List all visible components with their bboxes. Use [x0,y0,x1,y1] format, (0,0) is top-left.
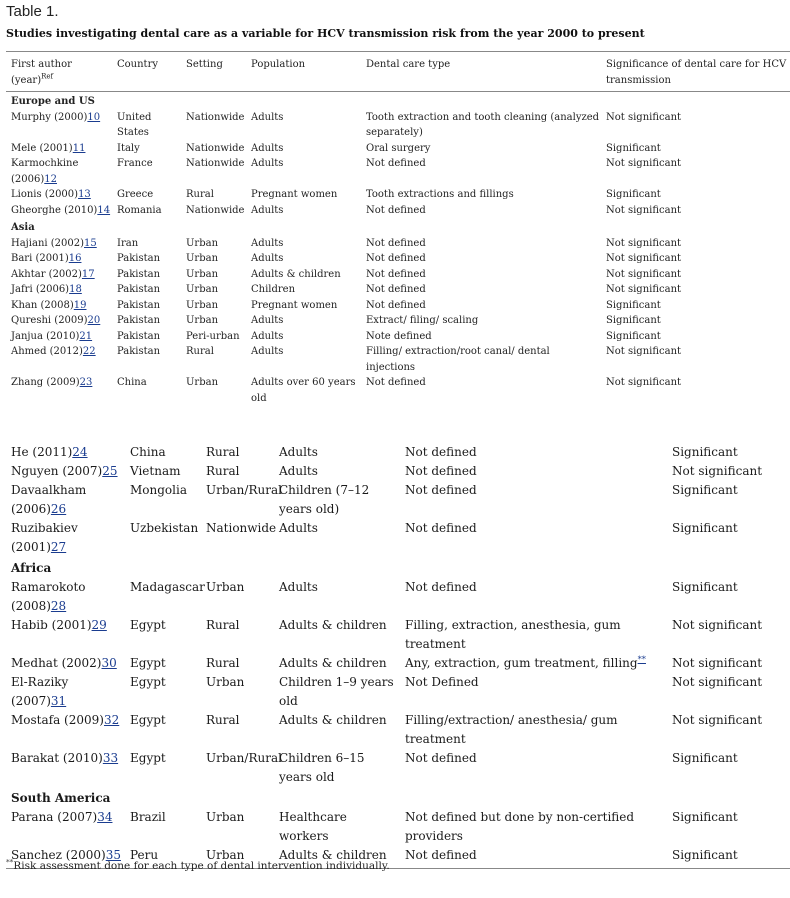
dental-care-text: Filling/extraction/ anesthesia/ gum treatment [405,713,618,746]
significance-cell: Not significant [606,284,682,295]
dental-care-text: Tooth extractions and fillings [366,189,514,200]
country-cell: China [130,445,166,459]
section-row [6,787,790,808]
setting-cell: Rural [206,445,240,459]
population-cell: Healthcare workers [279,810,347,843]
table-row [6,481,790,519]
author-name: Murphy (2000) [11,111,88,123]
author-name: Nguyen (2007) [11,464,103,478]
dental-care-text: Not defined [366,237,426,249]
reference-link[interactable]: 29 [91,618,107,632]
table-row [6,236,790,252]
setting-cell: Nationwide [186,204,245,216]
country-cell: Egypt [130,751,166,765]
reference-link[interactable]: 17 [81,268,95,280]
setting-cell: Urban [186,299,219,311]
dental-care-text: Not defined but done by non-certified providers [405,810,635,843]
table-row [6,375,790,406]
dental-care-cell [400,846,667,869]
reference-link[interactable]: 12 [44,173,57,185]
table-row [6,251,790,267]
reference-link[interactable]: 35 [105,848,121,862]
author-cell [6,578,125,616]
section-row [6,557,790,578]
author-name: Khan (2008) [11,299,74,311]
setting-cell: Rural [186,346,214,357]
table-row [6,141,790,157]
dental-care-cell [400,578,667,616]
dental-care-text: Not defined [405,751,477,765]
section-title: Europe and US [11,96,95,107]
dental-care-text: Tooth extraction and tooth cleaning (analyzed separately) [366,111,600,138]
table-row [6,443,790,462]
author-name: Hajiani (2002) [11,237,85,249]
footnote-link[interactable]: ** [637,654,646,664]
dental-care-text: Filling, extraction, anesthesia, gum treatment [405,618,621,651]
table-row [6,203,790,219]
table-row [6,156,790,187]
country-cell: Pakistan [117,346,161,357]
significance-cell: Significant [672,580,738,594]
setting-cell: Urban [186,284,219,295]
setting-cell: Nationwide [186,111,245,123]
author-name: Ramarokoto (2008) [11,580,86,613]
country-cell: Romania [117,204,162,216]
significance-cell: Significant [606,142,661,154]
country-cell: China [117,377,147,388]
section-row [6,218,790,236]
author-name: Gheorghe (2010) [11,204,98,216]
reference-link[interactable]: 16 [68,253,82,264]
population-cell: Adults [279,580,318,594]
author-name: He (2011) [11,445,73,459]
setting-cell: Rural [206,713,240,727]
author-name: Lionis (2000) [11,189,79,200]
dental-care-cell [361,156,601,187]
table-row [6,313,790,329]
reference-link[interactable]: 10 [87,111,101,123]
reference-link[interactable]: 31 [50,694,67,708]
dental-care-cell [361,236,601,252]
dental-care-cell [400,749,667,787]
author-cell [6,808,125,846]
reference-link[interactable]: 33 [102,751,119,765]
dental-care-cell [400,443,667,462]
dental-care-text: Not defined [366,268,426,280]
author-name: Jafri (2006) [11,284,70,295]
significance-cell: Not significant [606,158,682,169]
author-cell [6,375,112,406]
dental-care-text: Extract/ filing/ scaling [366,315,479,326]
significance-cell: Not significant [672,675,763,689]
population-cell: Adults [251,237,284,249]
section-title: Asia [11,222,35,233]
author-name: Sanchez (2000) [11,848,106,862]
table-row [6,616,790,654]
dental-care-cell [361,298,601,314]
population-cell: Adults [251,142,284,154]
significance-cell: Significant [606,330,661,342]
table-body-part-2 [6,443,790,869]
dental-care-cell [361,110,601,141]
header-country: Country [112,52,181,92]
studies-table-part-1 [6,51,790,406]
header-setting: Setting [181,52,246,92]
table-row [6,187,790,203]
author-name: Karmochkine (2006) [11,158,79,185]
reference-link[interactable]: 22 [82,346,96,357]
setting-cell: Urban [186,237,219,249]
country-cell: Vietnam [130,464,181,478]
author-cell [6,344,112,375]
population-cell: Adults [251,330,284,342]
dental-care-cell [361,329,601,345]
significance-cell: Significant [672,483,738,497]
population-cell: Adults & children [279,713,387,727]
country-cell: Pakistan [117,253,161,264]
author-name: Davaalkham (2006) [11,483,87,516]
population-cell: Adults [251,315,284,326]
reference-link[interactable]: 19 [73,299,87,311]
population-cell: Adults & children [279,618,387,632]
dental-care-text: Not defined [405,848,477,862]
section-title: South America [11,791,111,805]
reference-link[interactable]: 28 [50,599,67,613]
dental-care-text: Note defined [366,330,432,342]
setting-cell: Rural [206,656,240,670]
dental-care-text: Not defined [366,284,426,295]
table-row [6,344,790,375]
dental-care-cell [400,654,667,673]
significance-cell: Significant [606,315,661,326]
dental-care-cell [361,141,601,157]
country-cell: Uzbekistan [130,521,199,535]
author-name: Mele (2001) [11,142,73,154]
author-cell [6,156,112,187]
dental-care-text: Not defined [405,445,477,459]
author-name: Janjua (2010) [11,330,80,342]
population-cell: Children (7–12 years old) [279,483,370,516]
dental-care-cell [400,462,667,481]
country-cell: Iran [117,237,139,249]
population-cell: Pregnant women [251,299,338,311]
population-cell: Adults & children [279,656,387,670]
table-header-row [6,52,790,92]
country-cell: Pakistan [117,284,161,295]
dental-care-cell [400,481,667,519]
author-name: Zhang (2009) [11,377,80,388]
significance-cell: Significant [672,445,738,459]
dental-care-text: Not defined [405,464,477,478]
significance-cell: Not significant [606,237,682,249]
author-cell [6,616,125,654]
reference-link[interactable]: 24 [72,445,88,459]
reference-link[interactable]: 18 [69,284,82,295]
table-row [6,462,790,481]
significance-cell: Significant [667,846,790,869]
country-cell: Greece [117,189,154,200]
population-cell: Pregnant women [251,189,338,200]
setting-cell: Rural [206,618,240,632]
dental-care-text: Not defined [405,521,477,535]
setting-cell: Nationwide [186,142,245,154]
population-cell: Adults & children [251,268,341,280]
table-row [6,808,790,846]
setting-cell: Urban [186,268,219,280]
population-cell: Children 6–15 years old [279,751,365,784]
significance-cell: Significant [606,299,661,311]
author-cell [6,673,125,711]
dental-care-cell [361,282,601,298]
reference-link[interactable]: 32 [103,713,120,727]
author-cell [6,267,112,283]
population-cell: Adults over 60 years old [251,377,356,404]
dental-care-text: Not defined [366,299,426,311]
significance-cell: Significant [672,751,738,765]
country-cell: Egypt [130,713,166,727]
table-row [6,282,790,298]
table-row [6,578,790,616]
section-title: Africa [11,561,52,575]
footnote [6,857,390,872]
dental-care-cell [361,313,601,329]
section-row [6,92,790,110]
reference-link[interactable]: 14 [97,204,111,216]
table-body-part-1 [6,92,790,407]
country-cell: United States [117,111,152,138]
studies-table-part-2 [6,443,790,869]
author-name: El-Raziky (2007) [11,675,69,708]
dental-care-cell [361,251,601,267]
country-cell: France [117,158,153,169]
population-cell: Adults [279,464,318,478]
table-row [6,329,790,345]
author-name: Medhat (2002) [11,656,102,670]
reference-link[interactable]: 15 [84,237,97,249]
country-cell: Pakistan [117,330,161,342]
significance-cell: Significant [672,521,738,535]
table-row [6,298,790,314]
author-name: Mostafa (2009) [11,713,104,727]
setting-cell: Rural [186,189,214,200]
population-cell: Adults [279,445,318,459]
reference-link[interactable]: 25 [102,464,118,478]
population-cell: Children 1–9 years old [279,675,394,708]
dental-care-cell [400,808,667,846]
dental-care-cell [400,711,667,749]
dental-care-text: Not Defined [405,675,479,689]
reference-link[interactable]: 13 [78,189,91,200]
author-cell [6,481,125,519]
table-row [6,654,790,673]
setting-cell: Rural [206,464,240,478]
population-cell: Children [251,284,296,295]
author-cell [6,141,112,157]
author-cell [6,654,125,673]
significance-cell: Not significant [606,377,682,388]
author-name: Habib (2001) [11,618,92,632]
setting-cell: Urban/Rural [206,483,282,497]
author-cell [6,282,112,298]
country-cell: Egypt [130,618,166,632]
country-cell: Egypt [130,656,166,670]
setting-cell: Urban [206,580,245,594]
author-cell [6,203,112,219]
reference-link[interactable]: 27 [50,540,67,554]
reference-link[interactable]: 23 [79,377,93,388]
country-cell: Egypt [130,675,166,689]
country-cell: Madagascar [130,580,205,594]
dental-care-text: Not defined [405,580,477,594]
table-caption: Studies investigating dental care as a variable for HCV transmission risk from the year 2000 to present [6,27,645,40]
author-cell [6,298,112,314]
table-row [6,749,790,787]
table-label: Table 1. [6,3,59,20]
author-name: Ruzibakiev (2001) [11,521,78,554]
country-cell: Pakistan [117,299,161,311]
significance-cell: Not significant [606,268,682,280]
significance-cell: Not significant [606,111,682,123]
dental-care-cell [361,187,601,203]
dental-care-cell [400,616,667,654]
country-cell: Pakistan [117,268,161,280]
setting-cell: Urban [186,377,219,388]
significance-cell: Not significant [606,204,682,216]
setting-cell: Urban [206,675,245,689]
author-cell [6,749,125,787]
header-population: Population [246,52,361,92]
dental-care-text: Not defined [366,204,426,216]
author-name: Qureshi (2009) [11,315,88,326]
author-name: Ahmed (2012) [11,346,83,357]
dental-care-text: Filling/ extraction/root canal/ dental injections [366,346,550,373]
table-row [6,519,790,557]
reference-link[interactable]: 11 [72,142,86,154]
dental-care-cell [361,375,601,406]
reference-link[interactable]: 26 [50,502,67,516]
reference-link[interactable]: 21 [79,330,93,342]
footnote-text: Risk assessment done for each type of dental intervention individually. [13,860,390,872]
reference-link[interactable]: 30 [101,656,117,670]
author-name: Barakat (2010) [11,751,103,765]
significance-cell: Not significant [672,464,763,478]
author-cell [6,187,112,203]
setting-cell: Urban/Rural [206,751,282,765]
setting-cell: Nationwide [186,158,245,169]
dental-care-text: Oral surgery [366,142,431,154]
footnote-marker: ** [6,857,14,867]
population-cell: Adults & children [274,846,400,869]
significance-cell: Not significant [606,346,682,357]
author-name: Akhtar (2002) [11,268,82,280]
dental-care-cell [361,203,601,219]
significance-cell: Not significant [672,618,763,632]
population-cell: Adults [279,521,318,535]
setting-cell: Urban [186,315,219,326]
country-cell: Pakistan [117,315,161,326]
population-cell: Adults [251,253,284,264]
country-cell: Mongolia [130,483,187,497]
dental-care-cell [361,267,601,283]
significance-cell: Not significant [672,713,763,727]
author-cell [6,313,112,329]
table-row [6,267,790,283]
author-name: Bari (2001) [11,253,69,264]
dental-care-cell [361,344,601,375]
dental-care-cell [400,673,667,711]
setting-cell: Urban [201,846,274,869]
author-cell [6,519,125,557]
significance-cell: Not significant [672,656,763,670]
author-cell [6,110,112,141]
significance-cell: Significant [672,810,738,824]
country-cell: Peru [125,846,201,869]
country-cell: Italy [117,142,140,154]
population-cell: Adults [251,346,284,357]
table-row [6,673,790,711]
significance-cell: Not significant [606,253,682,264]
header-first-author: First author (year)$^{Ref}$ [6,52,112,92]
country-cell: Brazil [130,810,166,824]
author-cell [6,462,125,481]
reference-link[interactable]: 20 [87,315,101,326]
setting-cell: Urban [206,810,245,824]
dental-care-cell [400,519,667,557]
dental-care-text: Not defined [366,377,426,388]
author-name: Parana (2007) [11,810,98,824]
dental-care-text: Not defined [366,158,426,169]
population-cell: Adults [251,204,284,216]
table-row [6,110,790,141]
setting-cell: Nationwide [206,521,277,535]
setting-cell: Peri-urban [186,330,240,342]
header-ref-superscript: Ref [41,72,54,81]
header-significance: Significance of dental care for HCV transmission [601,52,790,92]
population-cell: Adults [251,111,284,123]
author-cell [6,236,112,252]
significance-cell: Significant [606,189,661,200]
population-cell: Adults [251,158,284,169]
reference-link[interactable]: 34 [97,810,113,824]
dental-care-text: Any, extraction, gum treatment, filling [405,656,638,670]
author-cell [6,443,125,462]
dental-care-text: Not defined [405,483,477,497]
author-cell [6,711,125,749]
table-row [6,711,790,749]
header-dental-care-type: Dental care type [361,52,601,92]
setting-cell: Urban [186,253,219,264]
dental-care-text: Not defined [366,253,426,264]
author-cell [6,251,112,267]
author-cell [6,329,112,345]
